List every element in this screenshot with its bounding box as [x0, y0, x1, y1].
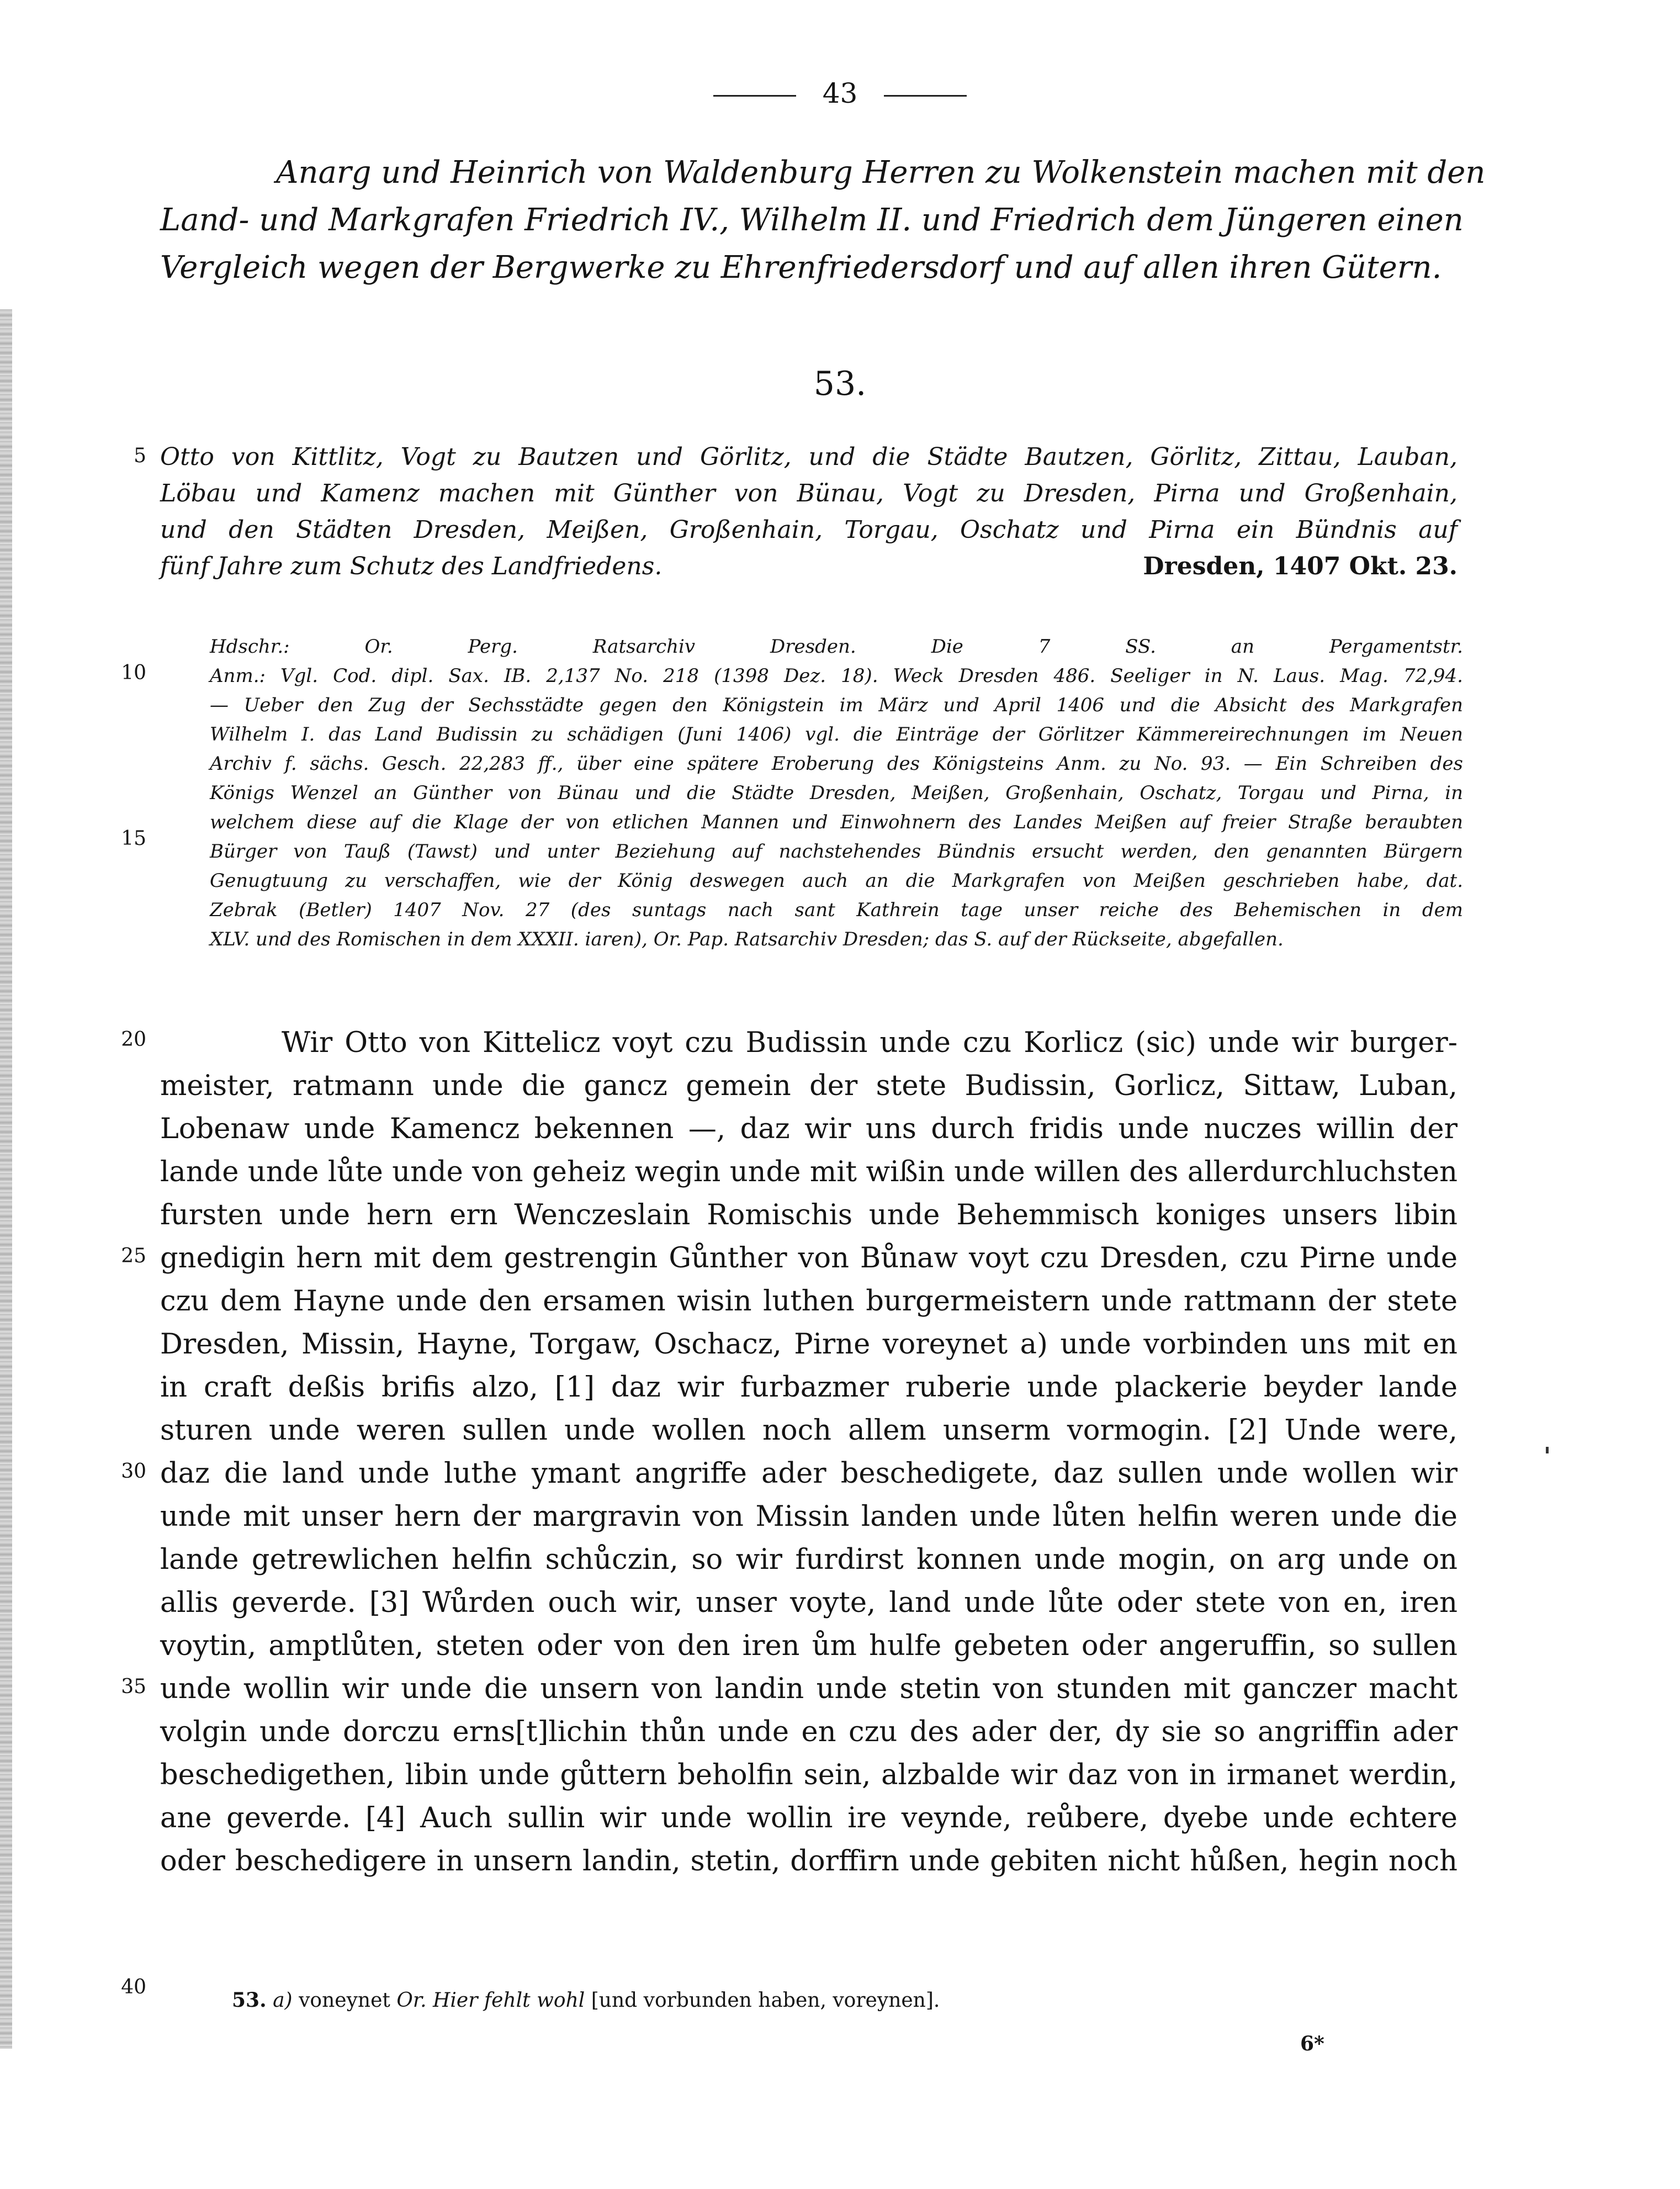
document-regest — [160, 439, 1458, 585]
body-line: oder beschedigere in unsern landin, stetin, dorffirn unde gebiten nicht hůßen, hegin noch — [160, 1845, 1458, 1878]
regest-line: Löbau und Kamenz machen mit Günther von Bünau, Vogt zu Dresden, Pirna und Großenhain, — [160, 479, 1458, 507]
body-line: lande unde lůte unde von geheiz wegin unde mit wißin unde willen des allerdurchluchsten — [160, 1156, 1458, 1188]
header-rule-left — [713, 95, 796, 97]
note-line: Zebrak (Betler) 1407 Nov. 27 (des suntags nach sant Kathrein tage unser reiche des Behemischen in dem — [210, 899, 1463, 921]
body-line: Dresden, Missin, Hayne, Torgaw, Oschacz, Pirne voreynet a) unde vorbinden uns mit en — [160, 1328, 1458, 1361]
heading-line: Land- und Markgrafen Friedrich IV., Wilhelm II. und Friedrich dem Jüngeren einen — [160, 202, 1464, 238]
heading-line: Anarg und Heinrich von Waldenburg Herren zu Wolkenstein machen mit den — [276, 155, 1486, 191]
body-line: unde wollin wir unde die unsern von landin unde stetin von stunden mit ganczer macht — [160, 1673, 1458, 1705]
heading-line: Vergleich wegen der Bergwerke zu Ehrenfriedersdorf und auf allen ihren Gütern. — [160, 250, 1442, 285]
line-number: 25 — [121, 1245, 146, 1267]
page-number: 43 — [822, 77, 858, 109]
footnote-comment: Hier fehlt wohl — [432, 1989, 585, 2012]
body-line: allis geverde. [3] Wůrden ouch wir, unser voyte, land unde lůte oder stete von en, iren — [160, 1587, 1458, 1619]
body-line: czu dem Hayne unde den ersamen wisin luthen burgermeistern unde rattmann der stete — [160, 1285, 1458, 1318]
body-line: Lobenaw unde Kamencz bekennen —, daz wir uns durch fridis unde nuczes willin der — [160, 1113, 1458, 1145]
footnote-word: voneynet — [299, 1989, 390, 2012]
body-line: volgin unde dorczu erns[t]lichin thůn unde en czu des ader der, dy sie so angriffin ader — [160, 1716, 1458, 1748]
regest-line: fünf Jahre zum Schutz des Landfriedens. — [160, 552, 663, 580]
footnote-number: 53. — [232, 1989, 267, 2012]
footnote-mark: a) — [273, 1989, 293, 2012]
line-number: 20 — [121, 1028, 146, 1051]
printer-signature: 6* — [1300, 2032, 1324, 2055]
note-line: Anm.: Vgl. Cod. dipl. Sax. IB. 2,137 No. 218 (1398 Dez. 18). Weck Dresden 486. Seeliger in N. Laus. Mag. 72,94. — [210, 665, 1463, 687]
note-line: — Ueber den Zug der Sechsstädte gegen den Königstein im März und April 1406 und die Absicht des Markgrafen — [210, 694, 1463, 716]
body-line: voytin, amptlůten, steten oder von den iren ům hulfe gebeten oder angeruffin, so sullen — [160, 1630, 1458, 1662]
note-line: Königs Wenzel an Günther von Bünau und die Städte Dresden, Meißen, Großenhain, Oschatz, Torgau und Pirna, in — [210, 782, 1463, 804]
footnote-source: Or. — [396, 1989, 427, 2012]
body-line: sturen unde weren sullen unde wollen noch allem unserm vormogin. [2] Unde were, — [160, 1414, 1458, 1447]
regest-last-line — [160, 548, 1458, 585]
body-line: ane geverde. [4] Auch sullin wir unde wollin ire veynde, reůbere, dyebe unde echtere — [160, 1802, 1458, 1834]
body-line: beschedigethen, libin unde gůttern beholfin sein, alzbalde wir daz von in irmanet werdin, — [160, 1759, 1458, 1791]
regest-line: Otto von Kittlitz, Vogt zu Bautzen und Görlitz, und die Städte Bautzen, Görlitz, Zittau, Lauban, — [160, 443, 1458, 471]
note-line: XLV. und des Romischen in dem XXXII. iaren), Or. Pap. Ratsarchiv Dresden; das S. auf der Rückseite, abgefallen. — [210, 928, 1284, 950]
body-line: lande getrewlichen helfin schůczin, so wir furdirst konnen unde mogin, on arg unde on — [160, 1543, 1458, 1576]
body-line: meister, ratmann unde die gancz gemein der stete Budissin, Gorlicz, Sittaw, Luban, — [160, 1070, 1458, 1102]
scan-edge-shadow — [0, 309, 12, 2049]
document-number: 53. — [813, 364, 867, 403]
note-line: Hdschr.: Or. Perg. Ratsarchiv Dresden. Die 7 SS. an Pergamentstr. — [210, 636, 1463, 658]
note-line: Bürger von Tauß (Tawst) und unter Beziehung auf nachstehendes Bündnis ersucht werden, den genannten Bürgern — [210, 840, 1463, 863]
line-number: 5 — [134, 445, 146, 467]
document-body — [160, 1022, 1458, 1883]
body-line: Wir Otto von Kittelicz voyt czu Budissin unde czu Korlicz (sic) unde wir burger- — [282, 1027, 1458, 1059]
source-notes — [210, 632, 1463, 954]
footnote — [232, 1985, 940, 2016]
line-number: 30 — [121, 1460, 146, 1483]
regest-line: und den Städten Dresden, Meißen, Großenhain, Torgau, Oschatz und Pirna ein Bündnis auf — [160, 516, 1458, 544]
body-line: unde mit unser hern der margravin von Missin landen unde lůten helfin weren unde die — [160, 1500, 1458, 1533]
body-line: in craft deßis brifis alzo, [1] daz wir furbazmer ruberie unde plackerie beyder lande — [160, 1371, 1458, 1404]
footnote-text: [und vorbunden haben, voreynen]. — [591, 1989, 940, 2012]
page-header — [0, 77, 1680, 109]
line-number: 10 — [121, 662, 146, 684]
body-line: daz die land unde luthe ymant angriffe ader beschedigete, daz sullen unde wollen wir — [160, 1457, 1458, 1490]
note-line: Archiv f. sächs. Gesch. 22,283 ff., über eine spätere Eroberung des Königsteins Anm. zu No. 93. — Ein Schreiben des — [210, 753, 1463, 775]
line-number: 15 — [121, 827, 146, 850]
header-rule-right — [884, 95, 967, 97]
note-line: welchem diese auf die Klage der von etlichen Mannen und Einwohnern des Landes Meißen auf freier Straße beraubten — [210, 811, 1463, 833]
previous-document-heading — [160, 149, 1486, 292]
body-line: fursten unde hern ern Wenczeslain Romischis unde Behemmisch koniges unsers libin — [160, 1199, 1458, 1231]
note-line: Wilhelm I. das Land Budissin zu schädigen (Juni 1406) vgl. die Einträge der Görlitzer Kämmereirechnungen im Neuen — [210, 723, 1463, 745]
line-number: 40 — [121, 1976, 146, 1998]
note-line: Genugtuung zu verschaffen, wie der König deswegen auch an die Markgrafen von Meißen geschrieben habe, dat. — [210, 870, 1463, 892]
line-number: 35 — [121, 1675, 146, 1698]
body-line: gnedigin hern mit dem gestrengin Gůnther von Bůnaw voyt czu Dresden, czu Pirne unde — [160, 1242, 1458, 1275]
margin-mark — [1546, 1447, 1549, 1453]
dateline: Dresden, 1407 Okt. 23. — [1143, 552, 1458, 580]
